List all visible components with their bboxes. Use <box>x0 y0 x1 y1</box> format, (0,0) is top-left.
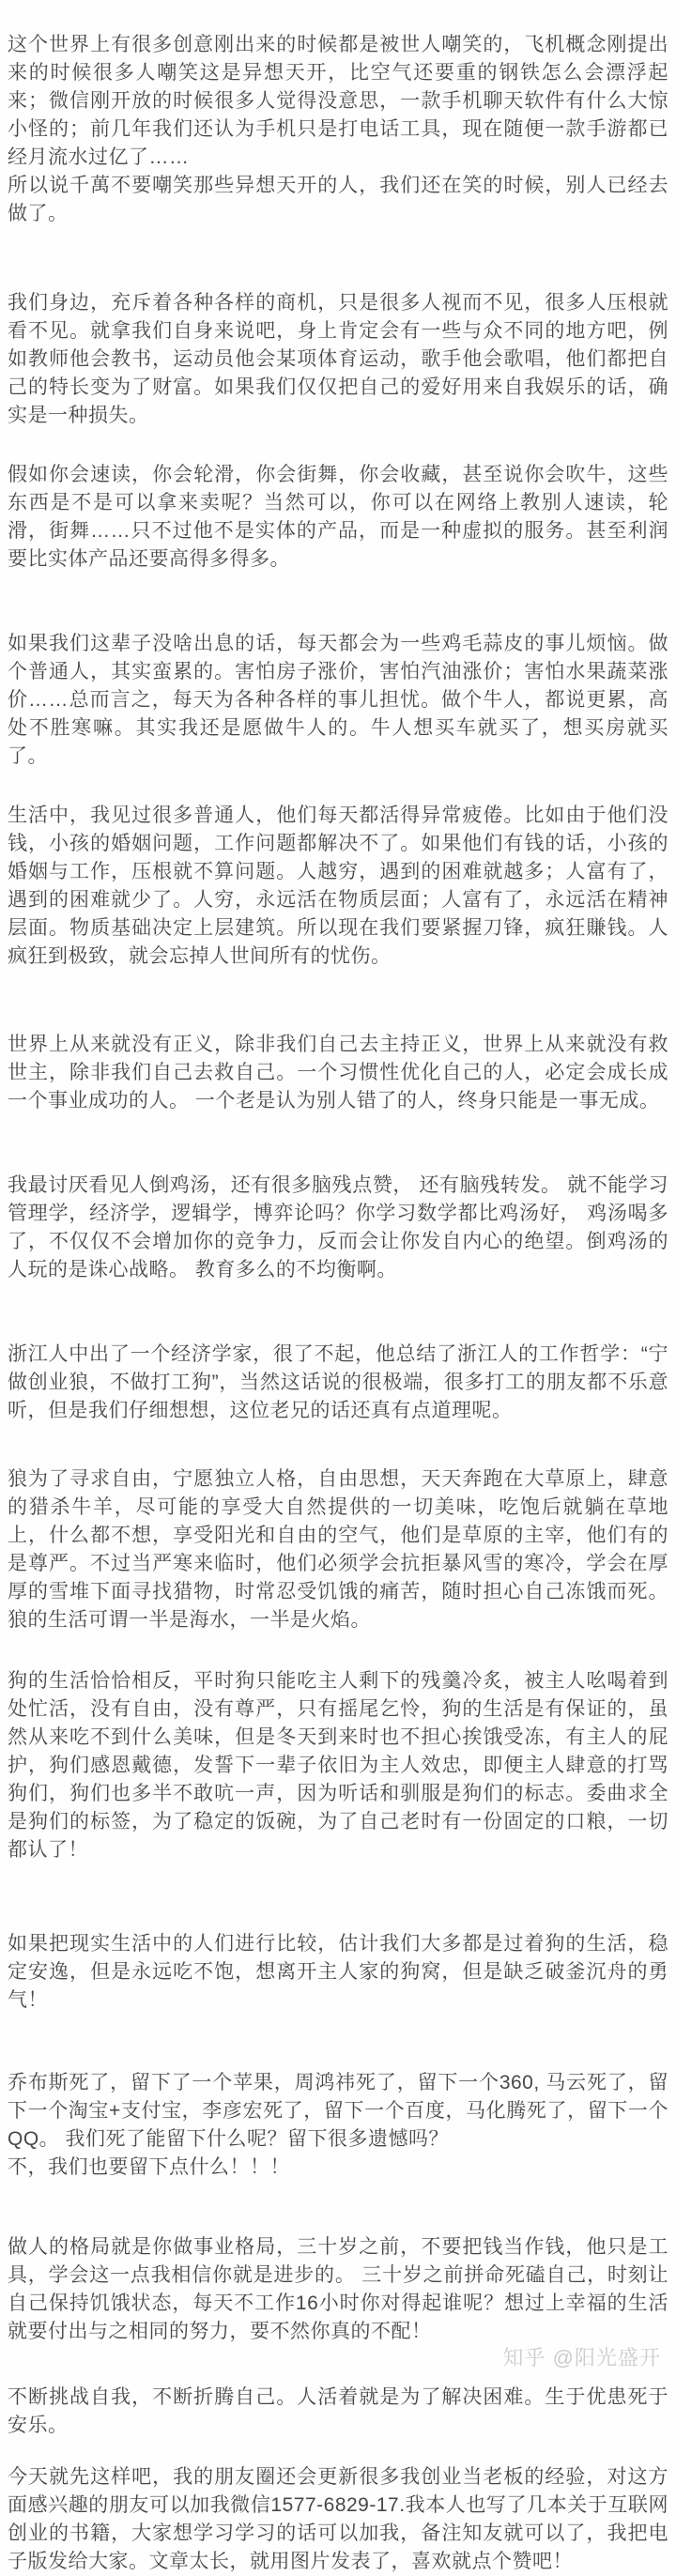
paragraph: 乔布斯死了，留下了一个苹果，周鸿祎死了，留下一个360, 马云死了，留下一个淘宝+支付宝，李彦宏死了，留下一个百度，马化腾死了，留下一个QQ。 我们死了能留下什么呢？留下很多遗憾吗？ 不，我们也要留下点什么！！！ <box>8 2072 668 2178</box>
paragraph: 生活中，我见过很多普通人，他们每天都活得异常疲倦。比如由于他们没钱，小孩的婚姻问题，工作问题都解决不了。如果他们有钱的话，小孩的婚姻与工作，压根就不算问题。人越穷，遇到的困难就越多；人富有了，遇到的困难就少了。人穷，永远活在物质层面；人富有了，永远活在精神层面。物质基础决定上层建筑。所以现在我们要紧握刀锋，疯狂賺钱。人疯狂到极致，就会忘掉人世间所有的忧伤。 <box>8 805 668 967</box>
paragraph: 如果我们这辈子没啥出息的话，每天都会为一些鸡毛蒜皮的事儿烦恼。做个普通人，其实蛮累的。害怕房子涨价，害怕汽油涨价；害怕水果蔬菜涨价……总而言之，每天为各种各样的事儿担忧。做个牛人，都说更累，高处不胜寒嘛。其实我还是愿做牛人的。牛人想买车就买了，想买房就买了。 <box>8 633 668 767</box>
paragraph: 假如你会速读，你会轮滑，你会街舞，你会收藏，甚至说你会吹牛，这些东西是不是可以拿来卖呢？当然可以，你可以在网络上教别人速读，轮滑，街舞……只不过他不是实体的产品，而是一种虚拟的服务。甚至利润要比实体产品还要高得多得多。 <box>8 464 668 570</box>
paragraph: 这个世界上有很多创意刚出来的时候都是被世人嘲笑的，飞机概念刚提出来的时候很多人嘲笑这是异想天开，比空气还要重的钢铁怎么会漂浮起来；微信刚开放的时候很多人觉得没意思，一款手机聊天软件有什么大惊小怪的；前几年我们还认为手机只是打电话工具，现在随便一款手游都已经月流水过亿了…… 所以说千萬不要嘲笑那些异想天开的人，我们还在笑的时候，别人已经去做了。 <box>8 34 668 224</box>
paragraph: 我最讨厌看见人倒鸡汤，还有很多脑残点赞， 还有脑残转发。 就不能学习管理学，经济学，逻辑学，博弈论吗？你学习数学都比鸡汤好， 鸡汤喝多了，不仅仅不会增加你的竞争力，反而会让你发自内心的绝望。倒鸡汤的人玩的是诛心战略。 教育多么的不均衡啊。 <box>8 1174 668 1280</box>
paragraph: 狼为了寻求自由，宁愿独立人格，自由思想，天天奔跑在大草原上，肆意的猎杀牛羊，尽可能的享受大自然提供的一切美味，吃饱后就躺在草地上，什么都不想，享受阳光和自由的空气，他们是草原的主宰，他们有的是尊严。不过当严寒来临时，他们必须学会抗拒暴风雪的寒冷，学会在厚厚的雪堆下面寻找猎物，时常忍受饥饿的痛苦，随时担心自己冻饿而死。狼的生活可谓一半是海水，一半是火焰。 <box>8 1468 668 1631</box>
paragraph: 浙江人中出了一个经济学家，很了不起，他总结了浙江人的工作哲学：“宁做创业狼，不做打工狗”，当然这话说的很极端，很多打工的朋友都不乐意听，但是我们仔细想想，这位老兄的话还真有点道理呢。 <box>8 1343 668 1421</box>
zhihu-watermark: 知乎 @阳光盛开 <box>502 2346 661 2369</box>
paragraph: 世界上从来就没有正义，除非我们自己去主持正义，世界上从来就没有救世主，除非我们自己去救自己。一个习惯性优化自己的人，必定会成长成一个事业成功的人。 一个老是认为别人错了的人，终身只能是一事无成。 <box>8 1034 668 1112</box>
paragraph: 狗的生活恰恰相反，平时狗只能吃主人剩下的残羹冷炙，被主人吆喝着到处忙活，没有自由，没有尊严，只有摇尾乞怜，狗的生活是有保证的，虽然从来吃不到什么美味，但是冬天到来时也不担心挨饿受冻，有主人的屁护，狗们感恩戴德，发誓下一辈子依旧为主人效忠，即便主人肆意的打骂狗们，狗们也多半不敢吭一声，因为听话和驯服是狗们的标志。委曲求全是狗们的标签，为了稳定的饭碗，为了自己老时有一份固定的口粮，一切都认了！ <box>8 1670 668 1861</box>
paragraph: 今天就先这样吧，我的朋友圈还会更新很多我创业当老板的经验，对这方面感兴趣的朋友可以加我微信1577-6829-17.我本人也写了几本关于互联网创业的书籍，大家想学习学习的话可以加我，备注知友就可以了，我把电子版发给大家。文章太长，就用图片发表了，喜欢就点个赞吧！ <box>8 2466 668 2572</box>
paragraph: 如果把现实生活中的人们进行比较，估计我们大多都是过着狗的生活，稳定安逸，但是永远吃不饱，想离开主人家的狗窝，但是缺乏破釜沉舟的勇气！ <box>8 1933 668 2011</box>
paragraph: 不断挑战自我，不断折腾自己。人活着就是为了解决困难。生于优患死于安乐。 <box>8 2386 668 2436</box>
paragraph: 我们身边，充斥着各种各样的商机，只是很多人视而不见，很多人压根就看不见。就拿我们自身来说吧，身上肯定会有一些与众不同的地方吧，例如教师他会教书，运动员他会某项体育运动，歌手他会歌唱，他们都把自己的特长变为了财富。如果我们仅仅把自己的爱好用来自我娱乐的话，确实是一种损失。 <box>8 292 668 426</box>
paragraph: 做人的格局就是你做事业格局，三十岁之前，不要把钱当作钱，他只是工具，学会这一点我相信你就是进步的。 三十岁之前拼命死磕自己，时刻让自己保持饥饿状态，每天不工作16小时你对得起谁呢？想过上幸福的生活就要付出与之相同的努力，要不然你真的不配！ <box>8 2236 668 2342</box>
article-body <box>0 31 676 2576</box>
